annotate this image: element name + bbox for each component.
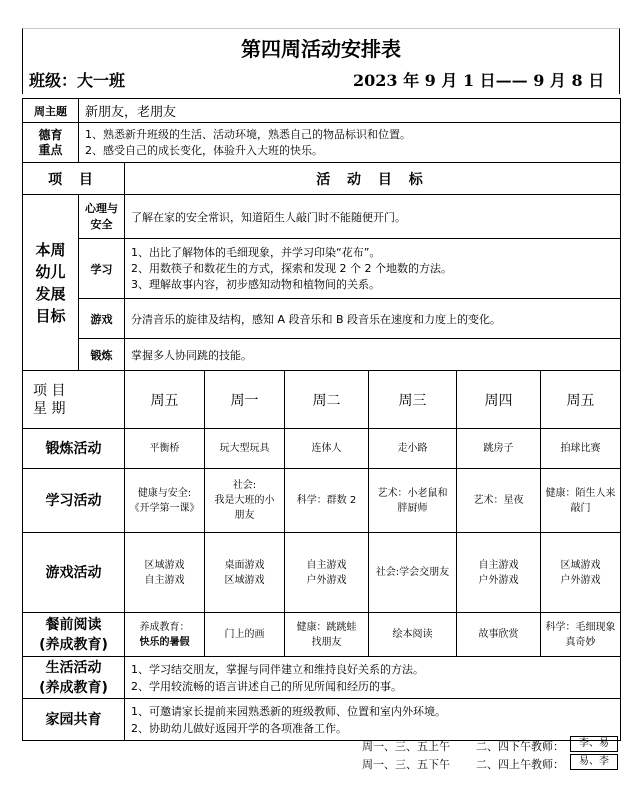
home-line-1: 1、可邀请家长提前来园熟悉新的班级教师、位置和室内外环境。 <box>131 704 446 718</box>
footer-am: 周一、三、五上午 <box>362 740 450 753</box>
activity-cell <box>125 613 205 657</box>
row-label: 锻炼活动 <box>23 429 125 469</box>
moral-label-1: 德育 <box>38 127 63 142</box>
life-line-2: 2、学用较流畅的语言讲述自己的所见所闻和经历的事。 <box>131 679 402 693</box>
moral-content <box>79 123 621 163</box>
activity-line: 敲门 <box>570 502 591 514</box>
activity-cell: 故事欣赏 <box>457 613 541 657</box>
goal-line: 1、出比了解物体的毛细现象，并学习印染“花布”。 <box>131 245 381 259</box>
activity-cell: 绘本阅读 <box>369 613 457 657</box>
activity-line: 健康：陌生人来 <box>545 487 616 499</box>
activity-cell <box>285 613 369 657</box>
goal-text <box>125 239 621 299</box>
activity-cell: 玩大型玩具 <box>205 429 285 469</box>
activity-line: 养成教育： <box>139 621 190 633</box>
activity-cell <box>205 469 285 533</box>
goal-category: 游戏 <box>79 299 125 339</box>
activity-cell <box>125 533 205 613</box>
day-header: 周五 <box>541 371 621 429</box>
activity-cell: 门上的画 <box>205 613 285 657</box>
moral-label-2: 重点 <box>38 142 63 157</box>
activity-cell: 拍球比赛 <box>541 429 621 469</box>
moral-line-2: 2、感受自己的成长变化，体验升入大班的快乐。 <box>85 143 323 157</box>
day-header: 周三 <box>369 371 457 429</box>
goal-text: 了解在家的安全常识，知道陌生人敲门时不能随便开门。 <box>125 195 621 239</box>
footer-pm: 二、四上午教师： <box>476 758 564 771</box>
activity-cell: 连体人 <box>285 429 369 469</box>
page-title: 第四周活动安排表 <box>22 28 620 68</box>
life-line-1: 1、学习结交朋友，掌握与同伴建立和维持良好关系的方法。 <box>131 662 424 676</box>
day-header: 周四 <box>457 371 541 429</box>
day-header: 周五 <box>125 371 205 429</box>
weekly-goals-label-1: 本周 <box>35 240 66 259</box>
teacher-names: 李、易 <box>570 736 618 752</box>
life-label-2: (养成教育) <box>39 679 108 696</box>
activity-cell: 社会:学会交朋友 <box>369 533 457 613</box>
footer-row-2 <box>22 754 620 772</box>
activity-cell: 科学：群数 2 <box>285 469 369 533</box>
row-label-2: (养成教育) <box>39 636 108 653</box>
row-label: 学习活动 <box>23 469 125 533</box>
life-label-1: 生活活动 <box>45 659 102 676</box>
weekly-goals-label-4: 目标 <box>35 306 66 325</box>
activity-line: 户外游戏 <box>560 574 601 586</box>
schedule-item-label: 项 目 <box>33 382 66 399</box>
table-row <box>23 469 621 533</box>
activity-line: 桌面游戏 <box>224 559 265 571</box>
activity-cell <box>541 469 621 533</box>
activity-line: 自主游戏 <box>306 559 347 571</box>
activity-line: 区域游戏 <box>224 574 265 586</box>
row-label: 游戏活动 <box>23 533 125 613</box>
activity-cell <box>285 533 369 613</box>
goal-category: 锻炼 <box>79 339 125 371</box>
activity-line: 区域游戏 <box>560 559 601 571</box>
activity-line: 健康：跳跳蛙 <box>296 621 357 633</box>
activity-line: 区域游戏 <box>144 559 185 571</box>
weekly-goals-label-2: 幼儿 <box>35 262 66 281</box>
life-label <box>23 657 125 699</box>
moral-label <box>23 123 79 163</box>
activity-cell: 平衡桥 <box>125 429 205 469</box>
activity-line: 科学：毛细现象 <box>545 621 616 633</box>
activity-line: 自主游戏 <box>478 559 519 571</box>
goals-item-header: 项 目 <box>23 163 125 195</box>
activity-cell <box>541 613 621 657</box>
footer-pm: 二、四下午教师： <box>476 740 564 753</box>
activity-line: 社会: <box>232 480 257 491</box>
theme-label: 周主题 <box>23 99 79 123</box>
activity-line: 真奇妙 <box>565 636 596 648</box>
activity-cell <box>125 469 205 533</box>
class-line <box>22 68 620 94</box>
schedule-table <box>22 98 621 741</box>
home-line-2: 2、协助幼儿做好返园开学的各项准备工作。 <box>131 721 347 735</box>
activity-line: 自主游戏 <box>144 574 185 586</box>
activity-line: 朋友 <box>234 510 255 521</box>
goal-line: 3、理解故事内容，初步感知动物和植物间的关系。 <box>131 277 380 291</box>
goal-category-1: 心理与 <box>85 201 118 215</box>
goal-text: 分清音乐的旋律及结构，感知 A 段音乐和 B 段音乐在速度和力度上的变化。 <box>125 299 621 339</box>
activity-line: 户外游戏 <box>306 574 347 586</box>
table-row <box>23 533 621 613</box>
activity-cell: 艺术：星夜 <box>457 469 541 533</box>
schedule-page <box>22 28 620 794</box>
activity-line: 《开学第一课》 <box>129 502 200 514</box>
activity-cell <box>541 533 621 613</box>
activity-line: 健康与安全: <box>137 487 192 499</box>
class-label: 班级：大一班 <box>29 71 126 90</box>
day-header: 周一 <box>205 371 285 429</box>
activity-line: 找朋友 <box>311 636 342 648</box>
activity-line: 胖厨师 <box>397 502 428 514</box>
activity-cell <box>205 533 285 613</box>
activity-cell: 跳房子 <box>457 429 541 469</box>
footer-am: 周一、三、五下午 <box>362 758 450 771</box>
activity-line: 户外游戏 <box>478 574 519 586</box>
moral-line-1: 1、熟悉新升班级的生活、活动环境，熟悉自己的物品标识和位置。 <box>85 127 411 141</box>
row-label <box>23 613 125 657</box>
home-label: 家园共育 <box>23 699 125 741</box>
goal-line: 2、用数筷子和数花生的方式，探索和发现 2 个 2 个地数的方法。 <box>131 261 452 275</box>
home-content <box>125 699 621 741</box>
day-header: 周二 <box>285 371 369 429</box>
weekly-goals-label <box>23 195 79 371</box>
table-row <box>23 429 621 469</box>
footer-row-1 <box>22 736 620 754</box>
goals-goal-header: 活 动 目 标 <box>125 163 621 195</box>
schedule-day-label: 星 期 <box>33 400 66 417</box>
activity-cell <box>369 469 457 533</box>
activity-line: 我是大班的小 <box>214 495 275 506</box>
activity-cell: 走小路 <box>369 429 457 469</box>
table-row <box>23 613 621 657</box>
goal-category: 学习 <box>79 239 125 299</box>
goal-category <box>79 195 125 239</box>
theme-value: 新朋友，老朋友 <box>79 99 621 123</box>
life-content <box>125 657 621 699</box>
activity-cell <box>457 533 541 613</box>
goal-text: 掌握多人协同跳的技能。 <box>125 339 621 371</box>
activity-line: 快乐的暑假 <box>139 636 190 648</box>
teacher-names: 易、李 <box>570 754 618 770</box>
goal-category-2: 安全 <box>90 217 113 231</box>
schedule-header-corner <box>23 371 125 429</box>
date-range: 2023 年 9 月 1 日—— 9 月 8 日 <box>353 71 605 90</box>
row-label-1: 餐前阅读 <box>45 616 102 633</box>
activity-line: 艺术：小老鼠和 <box>377 487 448 499</box>
weekly-goals-label-3: 发展 <box>35 284 66 303</box>
